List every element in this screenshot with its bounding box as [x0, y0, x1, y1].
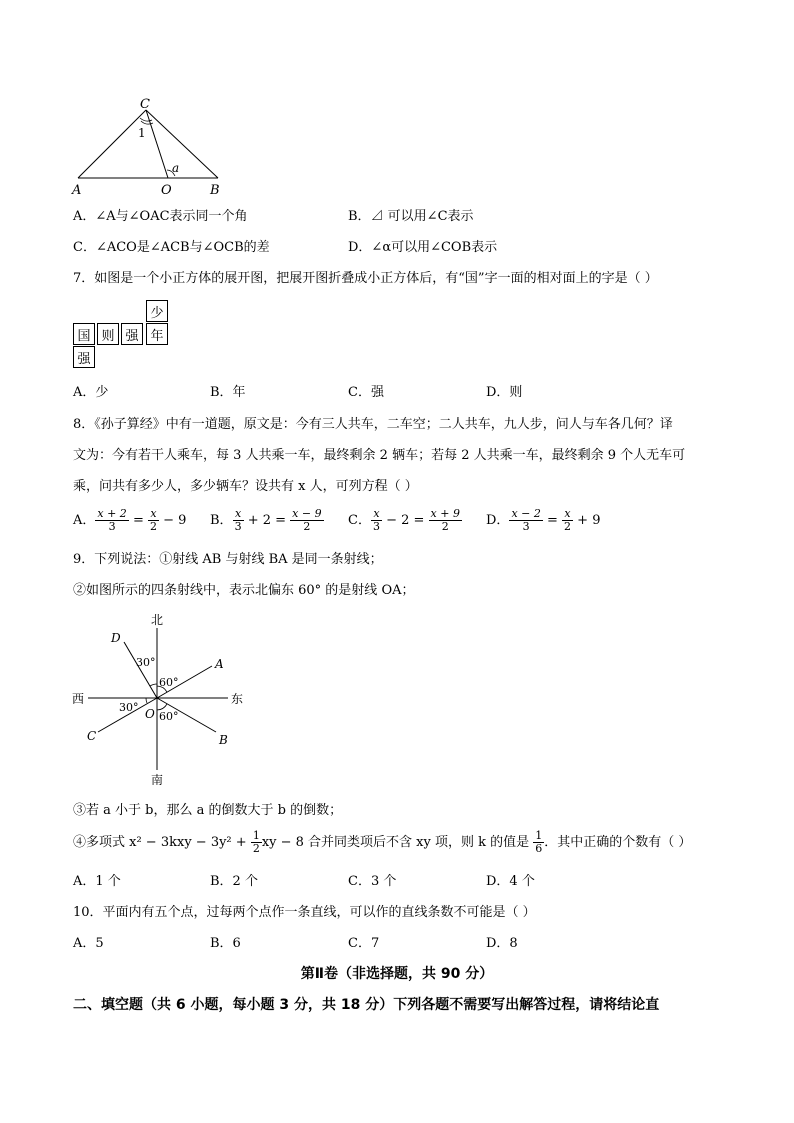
q10-stem: 10．平面内有五个点，过每两个点作一条直线，可以作的直线条数不可能是（ ）	[73, 905, 536, 920]
origin-o-label: O	[145, 707, 155, 721]
q8a-mid: =	[128, 513, 148, 529]
q8d-tail: + 9	[573, 513, 601, 529]
q9-k-den: 6	[535, 842, 543, 856]
q8-option-a	[73, 508, 186, 533]
net-cell-qiang-bottom: 强	[73, 346, 95, 368]
q6-option-b: B．⊿ 可以用∠C表示	[348, 209, 474, 224]
net-cell-shao: 少	[146, 300, 168, 322]
net-cell-ze: 则	[97, 323, 119, 345]
q9-item-4-pre: ④多项式 x² − 3kxy − 3y² +	[73, 835, 251, 851]
q8a-num1: x + 2	[97, 507, 127, 520]
vertex-b-label: B	[210, 183, 220, 198]
q8d-num1: x − 2	[511, 507, 541, 520]
q8b-mid: + 2 =	[243, 513, 291, 529]
q8-option-d	[486, 508, 600, 533]
q10-option-d: D．8	[486, 936, 518, 951]
net-cell-guo: 国	[73, 323, 95, 345]
ray-a-label: A	[215, 657, 224, 671]
q10-option-c: C．7	[348, 936, 380, 951]
west-label: 西	[72, 692, 85, 706]
q8b-den1: 3	[234, 520, 242, 534]
q8c-den1: 3	[372, 520, 380, 534]
q8d-den2: 2	[564, 520, 572, 534]
compass-figure	[70, 612, 250, 787]
q8b-num2: x − 9	[292, 507, 322, 520]
q9-stem: 9．下列说法：①射线 AB 与射线 BA 是同一条射线；	[73, 552, 383, 567]
north-label: 北	[151, 613, 164, 627]
q8-option-c	[348, 508, 462, 533]
q8-line-3: 乘，问共有多少人，多少辆车？设共有 x 人，可列方程（ ）	[73, 479, 418, 494]
q8-option-b	[210, 508, 324, 533]
q8d-num2: x	[562, 508, 573, 521]
q9-k-num: 1	[535, 829, 543, 842]
q9-item-4-mid: xy − 8 合并同类项后不含 xy 项，则 k 的值是	[261, 835, 534, 851]
q9-option-b: B．2 个	[210, 874, 258, 889]
q8a-num2: x	[148, 508, 159, 521]
q8c-num1: x	[371, 508, 382, 521]
q8b-den2: 2	[303, 520, 311, 534]
section-2-heading: 二、填空题（共 6 小题，每小题 3 分，共 18 分）下列各题不需要写出解答过程，请将结论直	[73, 997, 660, 1013]
q8a-label: A．	[73, 513, 96, 529]
east-label: 东	[231, 692, 244, 706]
angle-alpha-label: a	[172, 161, 180, 175]
q6-option-d: D．∠α可以用∠COB表示	[348, 240, 498, 255]
q9-frac-den: 2	[252, 842, 260, 856]
ray-d-label: D	[111, 631, 121, 645]
q9-item-2: ②如图所示的四条射线中，表示北偏东 60° 的是射线 OA；	[73, 583, 415, 598]
ray-c-label: C	[87, 729, 97, 743]
angle-60-top: 60°	[159, 676, 179, 689]
angle-60-bottom: 60°	[159, 710, 179, 723]
ray-b-label: B	[219, 733, 228, 747]
q7-option-b: B．年	[210, 385, 246, 400]
q10-option-a: A．5	[73, 936, 104, 951]
q7-option-d: D．则	[486, 385, 523, 400]
vertex-c-label: C	[140, 97, 150, 112]
section-2-title: 第Ⅱ卷（非选择题，共 90 分）	[300, 966, 494, 982]
q8b-num1: x	[233, 508, 244, 521]
angle-1-label: 1	[138, 126, 146, 140]
cube-net	[73, 300, 173, 372]
q8c-label: C．	[348, 513, 371, 529]
q8b-label: B．	[210, 513, 233, 529]
q6-option-a: A．∠A与∠OAC表示同一个角	[73, 209, 248, 224]
q9-frac-num: 1	[252, 829, 260, 842]
q7-option-a: A．少	[73, 385, 109, 400]
q9-option-d: D．4 个	[486, 874, 535, 889]
q8d-label: D．	[486, 513, 510, 529]
angle-30-left: 30°	[119, 701, 139, 714]
q8c-den2: 2	[441, 520, 449, 534]
q9-option-c: C．3 个	[348, 874, 397, 889]
q8-line-2: 文为：今有若干人乘车，每 3 人共乘一车，最终剩余 2 辆车；若每 2 人共乘一车，最终剩余 9 个人无车可	[73, 448, 686, 463]
q7-stem: 7．如图是一个小正方体的展开图，把展开图折叠成小正方体后，有“国”字一面的相对面上的字是（ ）	[73, 271, 658, 286]
triangle-figure	[68, 96, 238, 200]
q9-item-4	[73, 830, 691, 855]
net-cell-qiang: 强	[121, 323, 143, 345]
q8a-den1: 3	[108, 520, 116, 534]
q6-option-c: C．∠ACO是∠ACB与∠OCB的差	[73, 240, 270, 255]
net-cell-nian: 年	[146, 323, 168, 345]
vertex-o-label: O	[161, 183, 172, 198]
q8a-tail: − 9	[158, 513, 187, 529]
q9-option-a: A．1 个	[73, 874, 121, 889]
vertex-a-label: A	[72, 183, 82, 198]
q7-option-c: C．强	[348, 385, 384, 400]
angle-30-top: 30°	[136, 656, 156, 669]
q9-item-3: ③若 a 小于 b，那么 a 的倒数大于 b 的倒数；	[73, 803, 343, 818]
q9-item-4-post: ．其中正确的个数有（ ）	[544, 835, 692, 851]
q8a-den2: 2	[149, 520, 157, 534]
q8d-mid: =	[542, 513, 563, 529]
q8c-mid: − 2 =	[381, 513, 429, 529]
south-label: 南	[151, 773, 164, 787]
q8d-den1: 3	[522, 520, 530, 534]
q10-option-b: B．6	[210, 936, 241, 951]
q8c-num2: x + 9	[430, 507, 460, 520]
q8-line-1: 8．《孙子算经》中有一道题，原文是：今有三人共车，二车空；二人共车，九人步，问人与车各几何？译	[73, 417, 673, 432]
